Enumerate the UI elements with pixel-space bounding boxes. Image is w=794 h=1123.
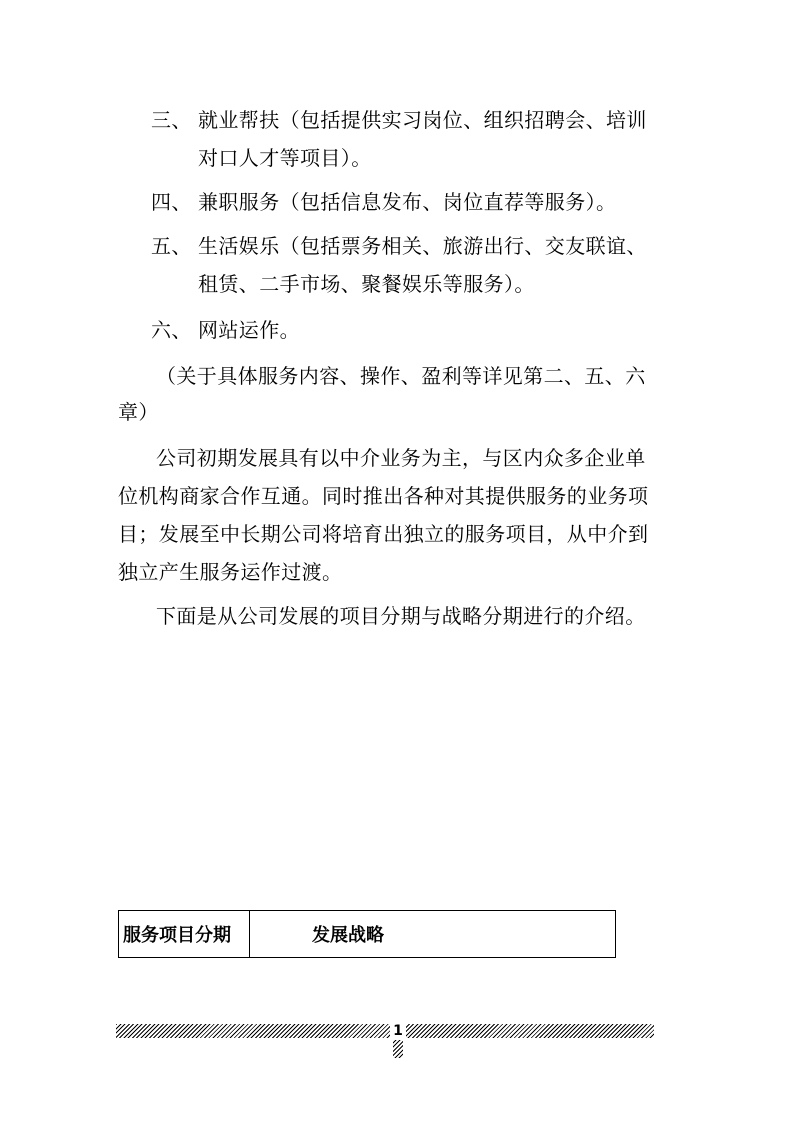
- item-6-number: 六、: [151, 318, 192, 342]
- table-header-row: [119, 911, 616, 958]
- item-6-text-line1: 网站运作。: [198, 318, 300, 342]
- paragraph1-line3: 目；发展至中长期公司将培育出独立的服务项目，从中介到: [118, 522, 649, 546]
- table-header-strategy: 发展战略: [250, 911, 616, 958]
- item-4-text-line1: 兼职服务（包括信息发布、岗位直荐等服务）。: [198, 190, 617, 214]
- page-number: 1: [390, 1022, 406, 1040]
- item-3-text-line1: 就业帮扶（包括提供实习岗位、组织招聘会、培训: [198, 108, 647, 132]
- item-4-number: 四、: [151, 190, 192, 214]
- item-5-text-line1: 生活娱乐（包括票务相关、旅游出行、交友联谊、: [198, 234, 647, 258]
- item-5-text-line2: 租赁、二手市场、聚餐娱乐等服务）。: [198, 272, 535, 296]
- note-line1: （关于具体服务内容、操作、盈利等详见第二、五、六: [156, 364, 646, 388]
- footer-hatch-stem: [393, 1038, 403, 1058]
- strategy-table: [118, 910, 616, 958]
- table-header-period: 服务项目分期: [119, 911, 250, 958]
- item-3-number: 三、: [151, 108, 192, 132]
- item-3-text-line2: 对口人才等项目）。: [198, 146, 372, 170]
- paragraph1-line4: 独立产生服务运作过渡。: [118, 560, 343, 584]
- item-5-number: 五、: [151, 234, 192, 258]
- paragraph1-line2: 位机构商家合作互通。同时推出各种对其提供服务的业务项: [118, 484, 649, 508]
- paragraph1-line1: 公司初期发展具有以中介业务为主，与区内众多企业单: [156, 446, 646, 470]
- paragraph2: 下面是从公司发展的项目分期与战略分期进行的介绍。: [156, 604, 646, 628]
- note-line2: 章）: [118, 400, 159, 424]
- footer-hatch-band: [116, 1024, 654, 1038]
